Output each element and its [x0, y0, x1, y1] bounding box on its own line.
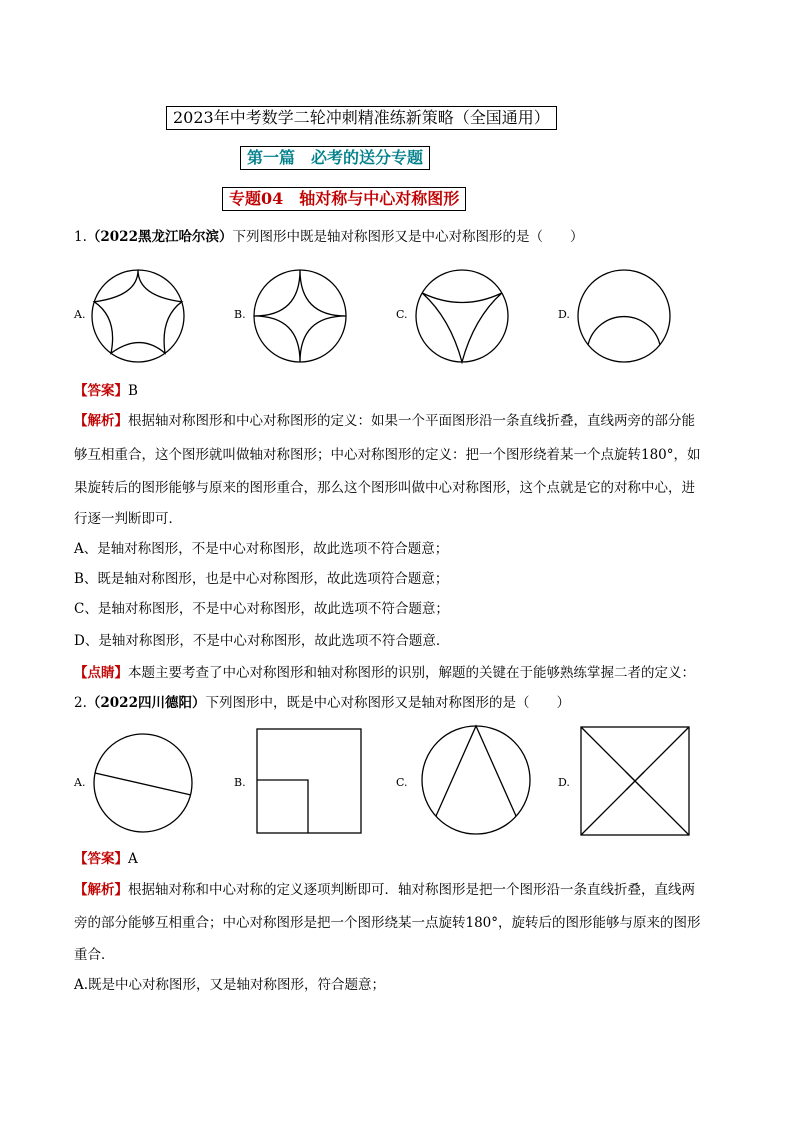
question-number: 1.: [74, 229, 87, 245]
option-b-label: B.: [234, 776, 246, 789]
analysis-tag: 【解析】: [74, 882, 128, 898]
q1-figure-a: [88, 266, 188, 366]
q1-answer: [74, 382, 138, 400]
option-a-label: A.: [74, 308, 86, 321]
q2-choice-a: A.既是中心对称图形，又是轴对称图形，符合题意；: [74, 977, 386, 993]
q1-figure-b: [250, 266, 350, 366]
q1-analysis-line-2: 够互相重合，这个图形就叫做轴对称图形；中心对称图形的定义：把一个图形绕着某一个点旋转180°，如: [74, 447, 701, 463]
option-c-label: C.: [396, 776, 408, 789]
answer-value: B: [128, 383, 138, 399]
q1-choice-d: D、是轴对称图形，不是中心对称图形，故此选项不符合题意．: [74, 633, 450, 649]
q1-figure-d: [574, 266, 674, 366]
q1-analysis-line-4: 行逐一判断即可．: [74, 511, 182, 527]
document-title: 2023年中考数学二轮冲刺精准练新策略（全国通用）: [166, 106, 557, 130]
q1-choice-a: A、是轴对称图形，不是中心对称图形，故此选项不符合题意；: [74, 541, 449, 557]
question-source: （2022黑龙江哈尔滨）: [86, 229, 233, 245]
q1-choice-c: C、是轴对称图形，不是中心对称图形，故此选项不符合题意；: [74, 601, 449, 617]
topic-heading: 专题04 轴对称与中心对称图形: [222, 187, 466, 211]
option-d-label: D.: [558, 308, 570, 321]
q1-figure-c: [412, 266, 512, 366]
q1-comment: 【点睛】本题主要考查了中心对称图形和轴对称图形的识别，解题的关键在于能够熟练掌握二者的定义：: [74, 665, 695, 681]
question-2-stem: [74, 694, 570, 712]
answer-tag: 【答案】: [74, 383, 128, 399]
question-text: 下列图形中，既是中心对称图形又是轴对称图形的是（ ）: [205, 695, 570, 711]
q2-answer: [74, 850, 138, 868]
option-b-label: B.: [234, 308, 246, 321]
part-heading: 第一篇 必考的送分专题: [240, 146, 430, 170]
q2-figure-a: [92, 732, 194, 834]
question-source: （2022四川德阳）: [86, 695, 206, 711]
q2-figure-b: [256, 728, 362, 834]
answer-tag: 【答案】: [74, 851, 128, 867]
q2-figure-c: [420, 724, 532, 836]
q2-figure-d: [580, 726, 690, 836]
analysis-tag: 【解析】: [74, 413, 128, 429]
q1-choice-b: B、既是轴对称图形，也是中心对称图形，故此选项符合题意；: [74, 571, 449, 587]
question-number: 2.: [74, 695, 87, 711]
option-c-label: C.: [396, 308, 408, 321]
q1-analysis-line-1: 【解析】根据轴对称图形和中心对称图形的定义：如果一个平面图形沿一条直线折叠，直线两旁的部分能: [74, 413, 695, 429]
question-1-stem: [74, 228, 583, 246]
q2-analysis-line-3: 重合．: [74, 947, 115, 963]
q1-analysis-line-3: 果旋转后的图形能够与原来的图形重合，那么这个图形叫做中心对称图形，这个点就是它的对称中心，进: [74, 480, 695, 496]
q2-analysis-line-1: 【解析】根据轴对称和中心对称的定义逐项判断即可．轴对称图形是把一个图形沿一条直线折叠，直线两: [74, 882, 695, 898]
option-a-label: A.: [74, 776, 86, 789]
q2-analysis-line-2: 旁的部分能够互相重合；中心对称图形是把一个图形绕某一点旋转180°，旋转后的图形能够与原来的图形: [74, 915, 701, 931]
comment-tag: 【点睛】: [74, 665, 128, 681]
question-text: 下列图形中既是轴对称图形又是中心对称图形的是（ ）: [232, 229, 584, 245]
answer-value: A: [128, 851, 138, 867]
option-d-label: D.: [558, 776, 570, 789]
